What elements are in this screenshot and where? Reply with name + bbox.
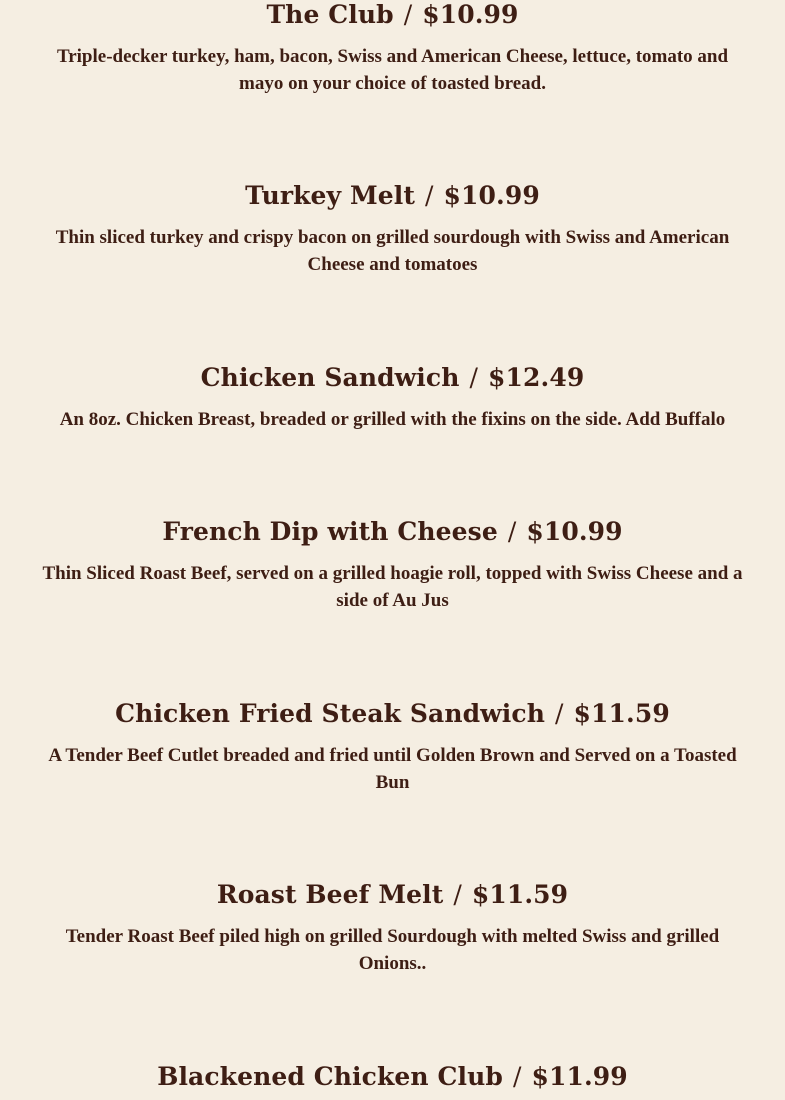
menu-item-name: Chicken Fried Steak Sandwich [115,699,545,728]
menu-item-title [30,363,755,393]
menu-item-name: Turkey Melt [245,181,416,210]
menu-item-name: Roast Beef Melt [216,880,444,909]
price-separator: / [453,880,462,909]
menu-item-price: $10.99 [526,517,623,546]
price-separator: / [512,1062,522,1091]
menu-item-price: $11.59 [471,880,569,909]
menu-item-name: Blackened Chicken Club [157,1062,503,1091]
menu-item-title [30,0,755,30]
menu-item-price: $11.59 [573,699,670,728]
menu-item-name: The Club [266,0,394,29]
menu-item-blackened-chicken-club [30,1062,755,1092]
menu-item-price: $12.49 [488,363,585,392]
menu-item-roast-beef-melt [30,880,755,977]
price-separator: / [507,517,517,546]
menu-item-description: An 8oz. Chicken Breast, breaded or grilled with the fixins on the side. Add Buffalo [59,409,726,430]
menu-item-description: Thin sliced turkey and crispy bacon on grilled sourdough with Swiss and American Cheese and tomatoes [55,227,730,275]
menu-item-french-dip [30,517,755,614]
price-separator: / [555,699,564,728]
menu-item-chicken-sandwich [30,363,755,433]
menu-item-chicken-fried-steak [30,699,755,796]
menu-item-title [30,880,755,910]
menu-item-description: Triple-decker turkey, ham, bacon, Swiss and American Cheese, lettuce, tomato and mayo on your choice of toasted bread. [56,46,729,94]
price-separator: / [403,0,413,29]
price-separator: / [425,181,434,210]
menu-item-description: Tender Roast Beef piled high on grilled Sourdough with melted Swiss and grilled Onions.. [65,926,720,974]
menu-item-name: French Dip with Cheese [162,517,498,546]
menu-item-title [30,1062,755,1092]
menu-item-title [30,517,755,547]
menu-item-price: $10.99 [443,181,540,210]
price-separator: / [469,363,479,392]
menu-item-name: Chicken Sandwich [200,363,460,392]
menu-item-description: A Tender Beef Cutlet breaded and fried until Golden Brown and Served on a Toasted Bun [48,745,737,793]
menu-item-description: Thin Sliced Roast Beef, served on a grilled hoagie roll, topped with Swiss Cheese and a side of Au Jus [42,563,743,611]
menu-item-the-club [30,0,755,97]
menu-item-title [30,181,755,211]
menu-item-price: $10.99 [422,0,519,29]
menu-item-turkey-melt [30,181,755,278]
menu-item-title [30,699,755,729]
menu-item-price: $11.99 [531,1062,628,1091]
